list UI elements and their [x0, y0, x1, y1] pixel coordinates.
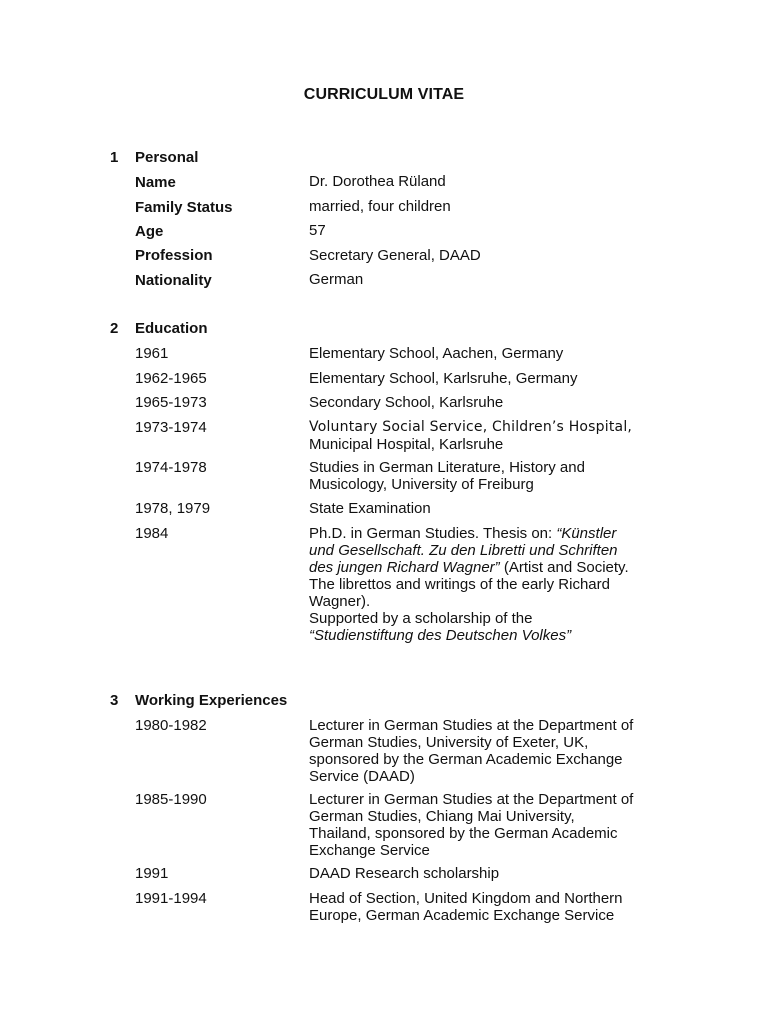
section-title-personal: Personal	[135, 149, 199, 166]
education-label-1973: 1973-1974	[135, 419, 207, 436]
education-value-1973	[309, 419, 659, 453]
education-label-1962: 1962-1965	[135, 370, 207, 387]
thesis-line	[309, 559, 659, 576]
thesis-title-part: und Gesellschaft. Zu den Libretti und Schriften	[309, 542, 618, 559]
work-label-1991: 1991	[135, 865, 169, 882]
thesis-translation: (Artist and Society.	[499, 559, 629, 576]
work-1991-1994-line: Head of Section, United Kingdom and Northern	[309, 890, 623, 907]
scholarship-line: Supported by a scholarship of the	[309, 610, 533, 627]
education-label-1978: 1978, 1979	[135, 500, 211, 517]
work-1980-line: German Studies, University of Exeter, UK,	[309, 734, 589, 751]
section-number-personal: 1	[110, 149, 119, 166]
education-value-1961: Elementary School, Aachen, Germany	[309, 345, 564, 362]
personal-value-nationality: German	[309, 271, 364, 288]
education-label-1965: 1965-1973	[135, 394, 207, 411]
education-value-1974	[309, 459, 659, 493]
personal-value-profession: Secretary General, DAAD	[309, 247, 481, 264]
work-value-1991-1994	[309, 890, 659, 924]
work-1991-1994-line: Europe, German Academic Exchange Service	[309, 907, 615, 924]
thesis-translation: The librettos and writings of the early Richard	[309, 576, 610, 593]
scholarship-name: “Studienstiftung des Deutschen Volkes”	[309, 627, 572, 644]
education-1973-line: Municipal Hospital, Karlsruhe	[309, 436, 504, 453]
section-number-work: 3	[110, 692, 119, 709]
phd-line	[309, 525, 659, 542]
personal-label-age: Age	[135, 223, 164, 240]
work-1985-line: Thailand, sponsored by the German Academic	[309, 825, 618, 842]
personal-value-name: Dr. Dorothea Rüland	[309, 173, 446, 190]
personal-label-name: Name	[135, 174, 176, 191]
education-value-1978: State Examination	[309, 500, 431, 517]
education-label-1984: 1984	[135, 525, 169, 542]
work-value-1991: DAAD Research scholarship	[309, 865, 500, 882]
personal-label-profession: Profession	[135, 247, 213, 264]
work-value-1980	[309, 717, 659, 785]
personal-label-nationality: Nationality	[135, 272, 212, 289]
education-value-1984	[309, 525, 659, 644]
phd-text: Ph.D. in German Studies. Thesis on:	[309, 525, 557, 542]
work-1985-line: Lecturer in German Studies at the Department of	[309, 791, 634, 808]
work-1980-line: Service (DAAD)	[309, 768, 415, 785]
education-value-1965: Secondary School, Karlsruhe	[309, 394, 504, 411]
work-label-1991-1994: 1991-1994	[135, 890, 207, 907]
work-1980-line: sponsored by the German Academic Exchange	[309, 751, 623, 768]
section-title-education: Education	[135, 320, 208, 337]
education-value-1962: Elementary School, Karlsruhe, Germany	[309, 370, 578, 387]
education-1974-line: Studies in German Literature, History and	[309, 459, 585, 476]
education-label-1961: 1961	[135, 345, 169, 362]
personal-value-family-status: married, four children	[309, 198, 451, 215]
education-1973-line: Voluntary Social Service, Children’s Hospital,	[309, 419, 633, 435]
thesis-translation: Wagner).	[309, 593, 371, 610]
thesis-title-part: “Künstler	[556, 525, 617, 542]
work-1980-line: Lecturer in German Studies at the Department of	[309, 717, 634, 734]
personal-label-family-status: Family Status	[135, 199, 233, 216]
section-title-work: Working Experiences	[135, 692, 288, 709]
education-label-1974: 1974-1978	[135, 459, 207, 476]
work-label-1980: 1980-1982	[135, 717, 207, 734]
work-value-1985	[309, 791, 659, 859]
section-number-education: 2	[110, 320, 119, 337]
work-1985-line: German Studies, Chiang Mai University,	[309, 808, 575, 825]
work-1985-line: Exchange Service	[309, 842, 430, 859]
work-label-1985: 1985-1990	[135, 791, 207, 808]
thesis-title-part: des jungen Richard Wagner”	[309, 559, 500, 576]
document-title: CURRICULUM VITAE	[303, 86, 465, 103]
education-1974-line: Musicology, University of Freiburg	[309, 476, 534, 493]
personal-value-age: 57	[309, 222, 326, 239]
